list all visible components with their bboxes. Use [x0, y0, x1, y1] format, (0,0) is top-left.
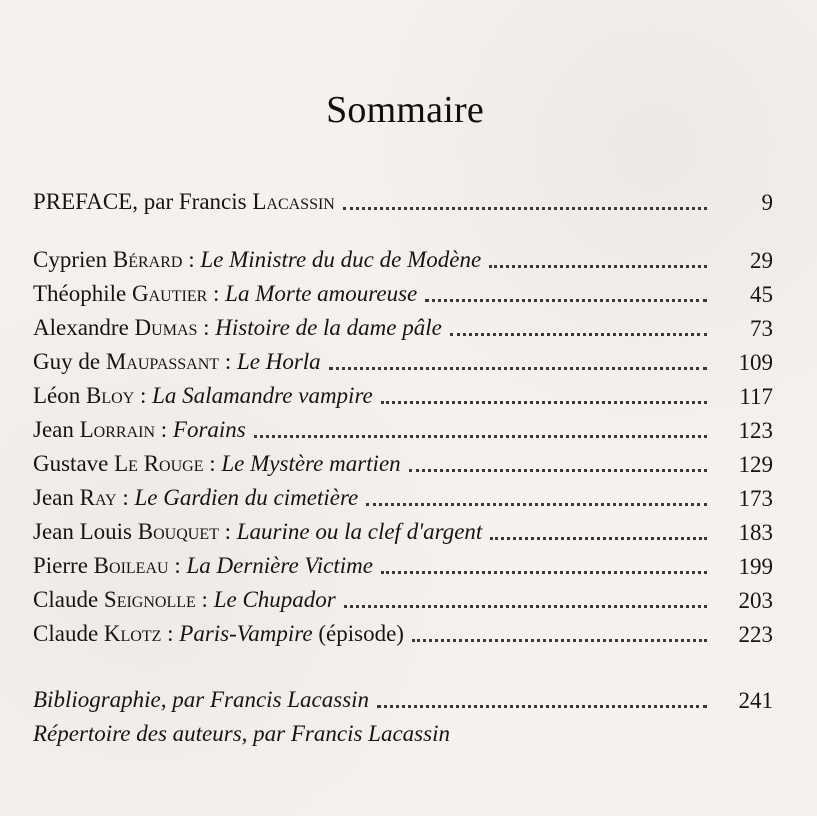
- story-title: Le Horla: [236, 349, 321, 374]
- toc-entry: [33, 511, 773, 545]
- author-first-name: Théophile: [33, 281, 132, 306]
- page-number: 45: [750, 282, 773, 307]
- entry-separator: :: [168, 553, 187, 578]
- toc-entry: [33, 443, 773, 477]
- page-number: 117: [739, 384, 773, 409]
- leader-dots: [366, 483, 707, 506]
- page-number: [715, 746, 773, 747]
- story-title: Paris-Vampire: [179, 621, 313, 646]
- title-suffix: (épisode): [312, 621, 404, 646]
- author-first-name: Jean Louis: [33, 519, 138, 544]
- entry-label: [33, 621, 404, 647]
- author-first-name: Léon: [33, 383, 87, 408]
- story-title: Le Chupador: [213, 587, 336, 612]
- story-title: Histoire de la dame pâle: [215, 315, 442, 340]
- entry-label: [33, 383, 373, 409]
- story-title: La Morte amoureuse: [225, 281, 418, 306]
- leader-dots: [343, 187, 707, 210]
- author-last-name: Dumas: [134, 315, 198, 340]
- toc-entry: [33, 545, 773, 579]
- story-title: Le Mystère martien: [221, 451, 401, 476]
- entry-label: [33, 349, 321, 375]
- toc-entry-preface: [33, 181, 773, 215]
- page-number: 183: [738, 520, 773, 545]
- author-first-name: Cyprien: [33, 247, 113, 272]
- entry-separator: :: [155, 417, 173, 442]
- entry-label: [33, 587, 336, 613]
- author-last-name: Bouquet: [137, 519, 219, 544]
- author-first-name: Alexandre: [33, 315, 135, 340]
- leader-dots: [344, 585, 707, 608]
- page-number: 73: [750, 316, 773, 341]
- story-title: Le Gardien du cimetière: [134, 485, 359, 510]
- toc-entry: [33, 409, 773, 443]
- author-last-name: Bloy: [86, 383, 135, 408]
- bibliography-label: Bibliographie, par Francis Lacassin: [33, 687, 370, 712]
- page-number: 173: [738, 486, 773, 511]
- author-last-name: Maupassant: [105, 349, 220, 374]
- page-number: 199: [738, 554, 773, 579]
- story-title: Forains: [172, 417, 246, 442]
- story-title: Laurine ou la clef d'argent: [236, 519, 483, 544]
- entry-separator: :: [207, 281, 226, 306]
- toc-entry: [33, 477, 773, 511]
- toc-entry: [33, 273, 773, 307]
- entry-separator: :: [195, 587, 214, 612]
- toc-entry: [33, 613, 773, 647]
- entry-label: [33, 315, 442, 341]
- author-first-name: Jean: [33, 485, 80, 510]
- entry-label: [33, 451, 401, 477]
- entry-separator: :: [134, 383, 153, 408]
- author-last-name: Boileau: [93, 553, 169, 578]
- author-index-label: Répertoire des auteurs, par Francis Lacassin: [33, 721, 450, 746]
- story-title: La Salamandre vampire: [152, 383, 373, 408]
- author-last-name: Bérard: [112, 247, 183, 272]
- entry-separator: :: [197, 315, 216, 340]
- story-title: La Dernière Victime: [186, 553, 373, 578]
- author-last-name: Ray: [79, 485, 117, 510]
- leader-dots: [254, 415, 707, 438]
- author-last-name: Lorrain: [79, 417, 156, 442]
- author-last-name: Le Rouge: [114, 451, 204, 476]
- entry-label: [33, 281, 417, 307]
- author-last-name: Klotz: [103, 621, 162, 646]
- leader-dots: [381, 551, 707, 574]
- toc-entry: [33, 579, 773, 613]
- leader-dots: [377, 685, 707, 708]
- preface-author: Lacassin: [252, 189, 335, 214]
- toc-entry-author-index: [33, 713, 773, 747]
- author-first-name: Gustave: [33, 451, 115, 476]
- entry-label: [33, 485, 358, 511]
- page-number: 203: [738, 588, 773, 613]
- leader-dots: [490, 517, 707, 540]
- preface-prefix: PREFACE, par Francis: [33, 189, 253, 214]
- toc-entry: [33, 341, 773, 375]
- leader-dots: [425, 279, 707, 302]
- story-title: Le Ministre du duc de Modène: [200, 247, 482, 272]
- leader-dots: [329, 347, 707, 370]
- entry-separator: :: [182, 247, 201, 272]
- author-last-name: Seignolle: [103, 587, 196, 612]
- toc-entry: [33, 239, 773, 273]
- toc-entry-bibliography: [33, 679, 773, 713]
- entry-label: [33, 519, 482, 545]
- page-number: 129: [738, 452, 773, 477]
- author-first-name: Claude: [33, 621, 104, 646]
- toc-entry: [33, 307, 773, 341]
- toc-entry: [33, 375, 773, 409]
- leader-dots: [409, 449, 707, 472]
- page-number: 123: [738, 418, 773, 443]
- author-last-name: Gautier: [132, 281, 208, 306]
- page-number: 29: [750, 248, 773, 273]
- entry-separator: :: [203, 451, 222, 476]
- leader-dots: [381, 381, 707, 404]
- leader-dots: [412, 619, 707, 642]
- page-number: 109: [738, 350, 773, 375]
- page-number: 223: [738, 622, 773, 647]
- author-first-name: Claude: [33, 587, 104, 612]
- page-number: 241: [738, 688, 773, 713]
- entry-separator: :: [161, 621, 180, 646]
- entry-label: [33, 553, 373, 579]
- leader-dots: [450, 313, 707, 336]
- page-number: 9: [761, 190, 773, 215]
- page-title: Sommaire: [326, 89, 484, 132]
- entry-label: [33, 247, 481, 273]
- author-first-name: Pierre: [33, 553, 94, 578]
- entry-separator: :: [219, 349, 237, 374]
- entry-separator: :: [116, 485, 135, 510]
- author-first-name: Guy de: [33, 349, 106, 374]
- leader-dots: [489, 245, 707, 268]
- preface-label: [33, 189, 335, 215]
- entry-label: [33, 417, 246, 443]
- author-first-name: Jean: [33, 417, 80, 442]
- entry-separator: :: [218, 519, 237, 544]
